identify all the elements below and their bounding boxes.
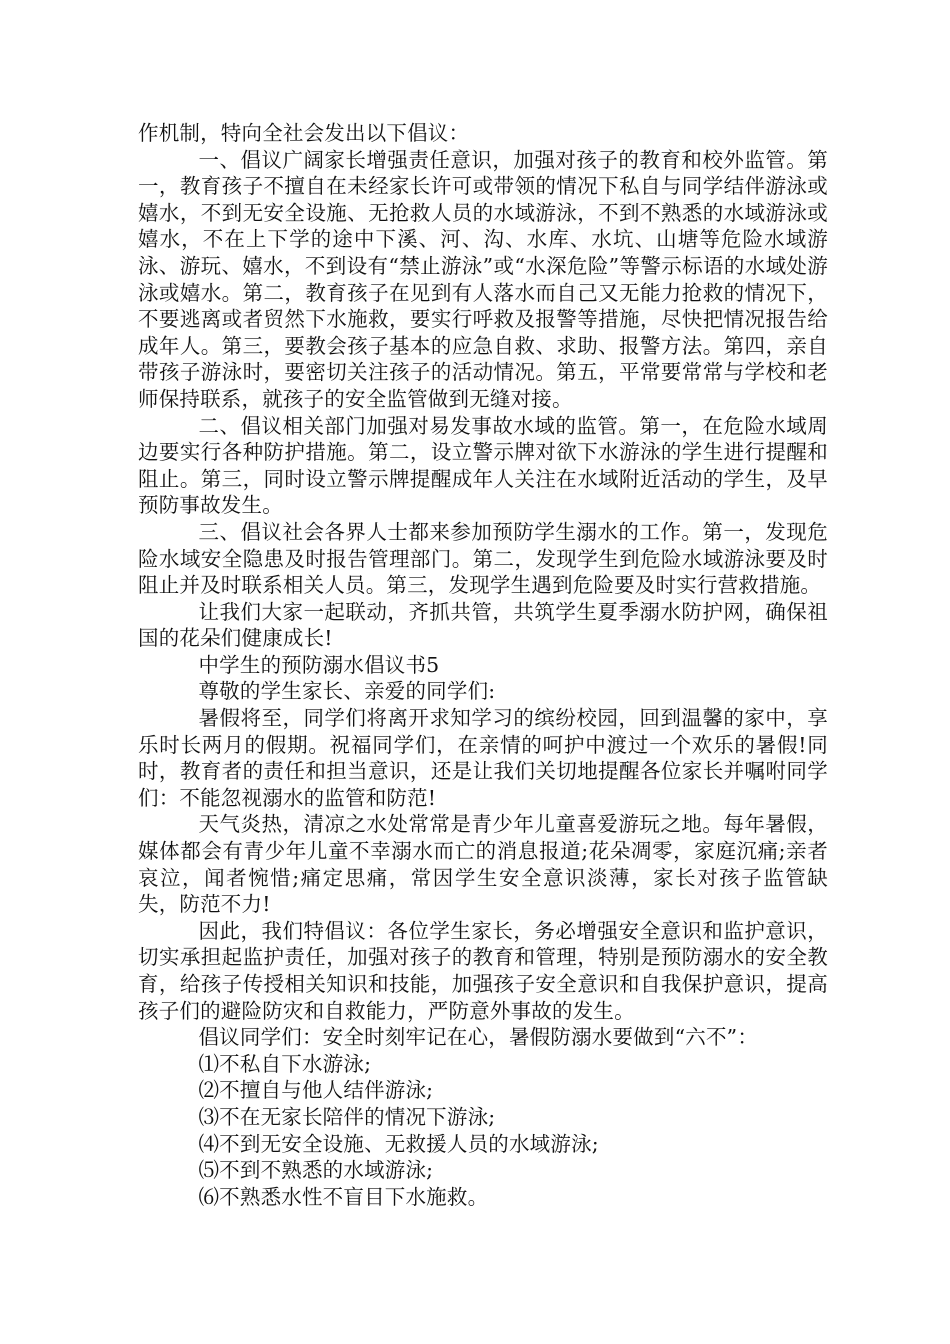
section-heading: 中学生的预防溺水倡议书5 — [198, 652, 440, 677]
salutation: 尊敬的学生家长、亲爱的同学们: — [198, 679, 496, 704]
list-item: ⑸不到不熟悉的水域游泳; — [198, 1158, 434, 1183]
paragraph-intro-line: 作机制，特向全社会发出以下倡议： — [138, 121, 470, 145]
paragraph-parents-call: 因此，我们特倡议：各位学生家长，务必增强安全意识和监护意识，切实承担起监护责任，加强对孩子的教育和管理，特别是预防溺水的安全教育，给孩子传授相关知识和技能，加强孩子安全意识和自我保护意识，提高孩子们的避险防灾和自救能力，严防意外事故的发生。 — [138, 918, 828, 1023]
paragraph-closing-call: 让我们大家一起联动，齐抓共管，共筑学生夏季溺水防护网，确保祖国的花朵们健康成长! — [138, 599, 828, 651]
paragraph-proposal-society: 三、倡议社会各界人士都来参加预防学生溺水的工作。第一，发现危险水域安全隐患及时报告管理部门。第二，发现学生到危险水域游泳要及时阻止并及时联系相关人员。第三，发现学生遇到危险要及时实行营救措施。 — [138, 519, 828, 598]
paragraph-proposal-parents: 一、倡议广阔家长增强责任意识，加强对孩子的教育和校外监管。第一，教育孩子不擅自在未经家长许可或带领的情况下私自与同学结伴游泳或嬉水，不到无安全设施、无抢救人员的水域游泳，不到不熟悉的水域游泳或嬉水，不在上下学的途中下溪、河、沟、水库、水坑、山塘等危险水域游泳、游玩、嬉水，不到设有“禁止游泳”或“水深危险”等警示标语的水域处游泳或嬉水。第二，教育孩子在见到有人落水而自己又无能力抢救的情况下，不要逃离或者贸然下水施救，要实行呼救及报警等措施，尽快把情况报告给成年人。第三，要教会孩子基本的应急自救、求助、报警方法。第四，亲自带孩子游泳时，要密切关注孩子的活动情况。第五，平常要常常与学校和老师保持联系，就孩子的安全监管做到无缝对接。 — [138, 147, 828, 411]
document-body — [138, 120, 828, 1210]
paragraph-weather-risk: 天气炎热，清凉之水处常常是青少年儿童喜爱游玩之地。每年暑假，媒体都会有青少年儿童不幸溺水而亡的消息报道;花朵凋零，家庭沉痛;亲者哀泣，闻者惋惜;痛定思痛，常因学生安全意识淡薄，家长对孩子监管缺失，防范不力! — [138, 812, 828, 917]
list-item: ⑷不到无安全设施、无救援人员的水域游泳; — [198, 1131, 599, 1156]
paragraph-students-call: 倡议同学们：安全时刻牢记在心，暑假防溺水要做到“六不”： — [198, 1025, 759, 1050]
list-item: ⑵不擅自与他人结伴游泳; — [198, 1078, 434, 1103]
paragraph-proposal-departments: 二、倡议相关部门加强对易发事故水域的监管。第一，在危险水域周边要实行各种防护措施。第二，设立警示牌对欲下水游泳的学生进行提醒和阻止。第三，同时设立警示牌提醒成年人关注在水域附近活动的学生，及早预防事故发生。 — [138, 413, 828, 518]
paragraph-summer-intro: 暑假将至，同学们将离开求知学习的缤纷校园，回到温馨的家中，享乐时长两月的假期。祝福同学们，在亲情的呵护中渡过一个欢乐的暑假!同时，教育者的责任和担当意识，还是让我们关切地提醒各位家长并嘱咐同学们：不能忽视溺水的监管和防范! — [138, 706, 828, 810]
list-item: ⑹不熟悉水性不盲目下水施救。 — [198, 1184, 489, 1209]
list-item: ⑴不私自下水游泳; — [198, 1051, 372, 1076]
list-item: ⑶不在无家长陪伴的情况下游泳; — [198, 1104, 496, 1129]
